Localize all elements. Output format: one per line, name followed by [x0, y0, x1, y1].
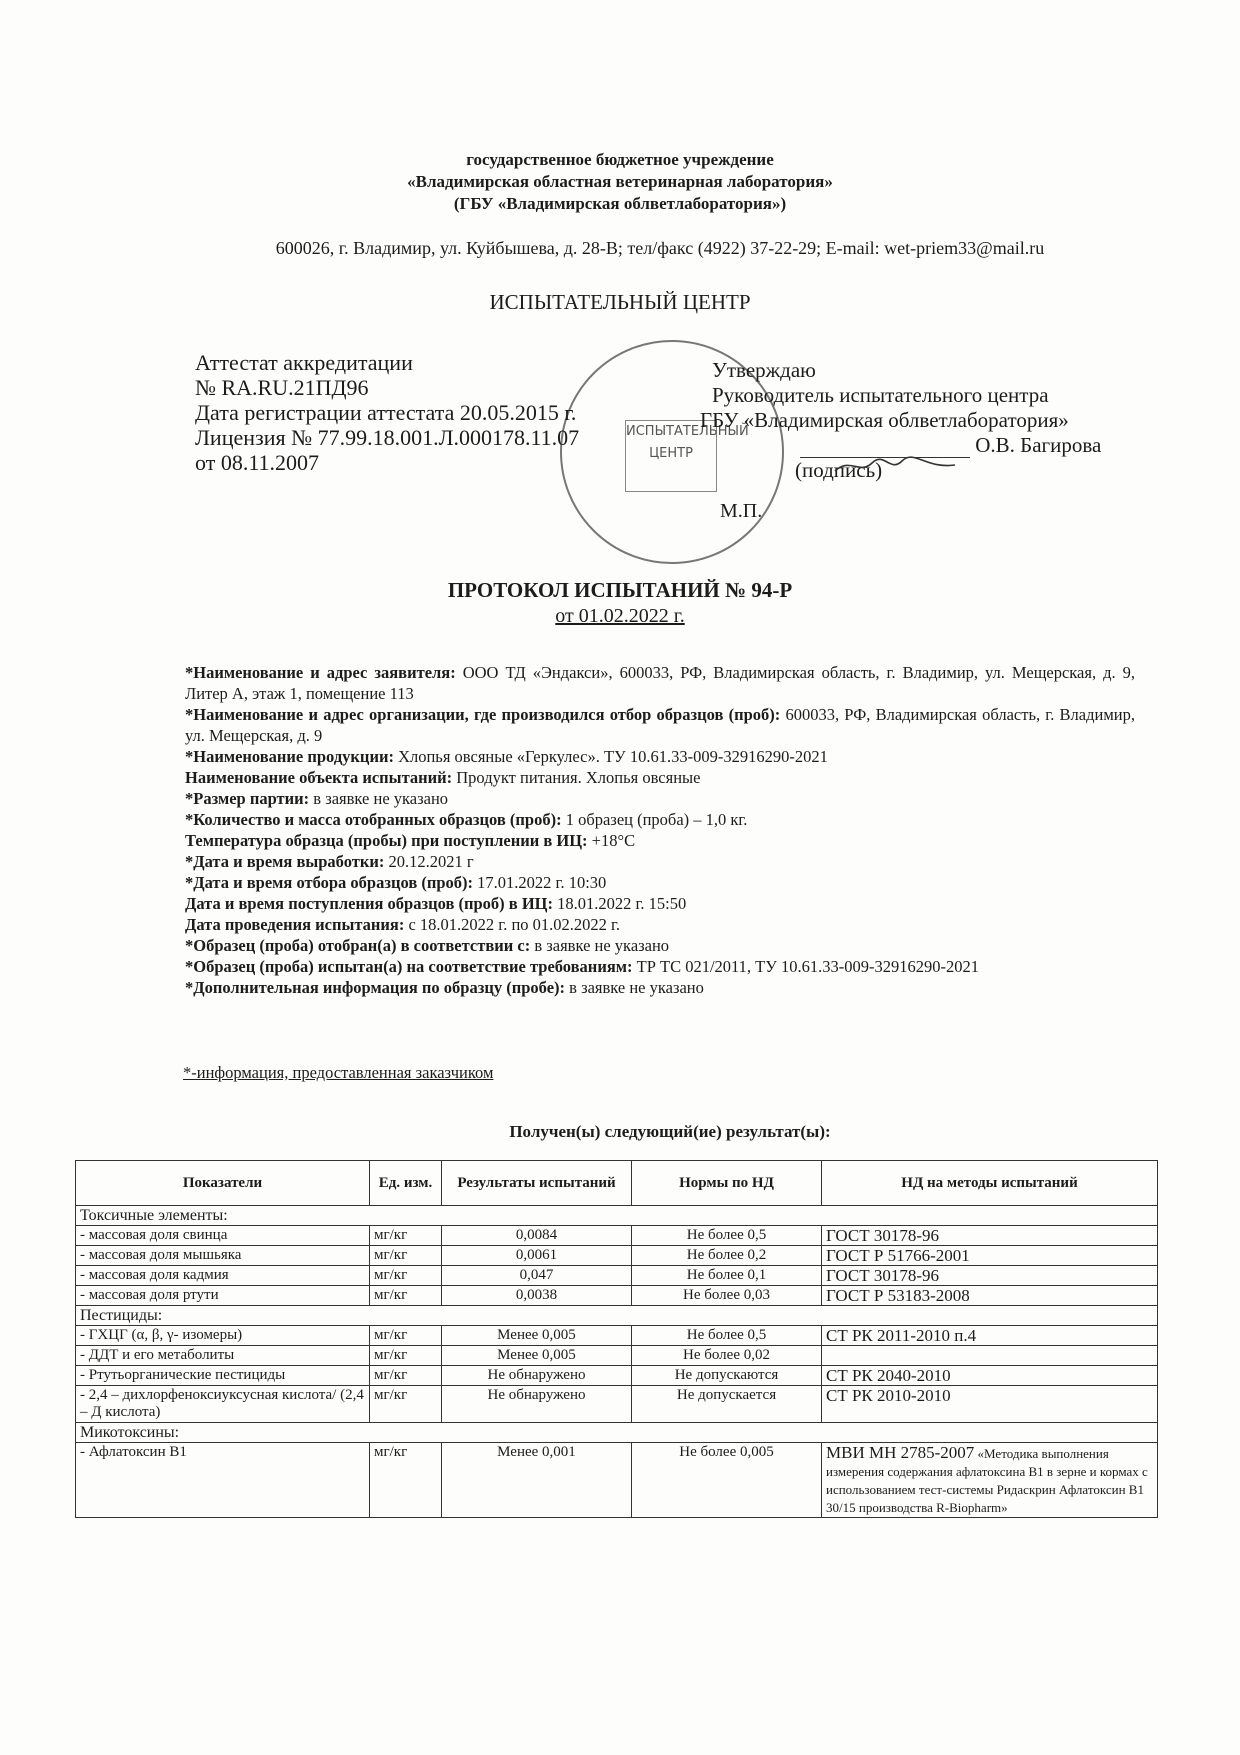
info-value: 1 образец (проба) – 1,0 кг.: [561, 810, 748, 829]
info-line: [185, 872, 1135, 893]
protocol-title: ПРОТОКОЛ ИСПЫТАНИЙ № 94-Р: [447, 578, 793, 602]
cell-indicator-text: - массовая доля мышьяка: [80, 1247, 242, 1263]
table-row: [76, 1443, 1158, 1518]
cell-result: [442, 1226, 632, 1246]
info-label: Наименование объекта испытаний:: [185, 768, 453, 787]
info-value: в заявке не указано: [565, 978, 704, 997]
info-value: ТР ТС 021/2011, ТУ 10.61.33-009-32916290-2021: [632, 957, 980, 976]
cell-unit-text: мг/кг: [374, 1227, 408, 1243]
section-title: Токсичные элементы:: [76, 1206, 1158, 1226]
org-name: «Владимирская областная ветеринарная лаборатория»: [407, 172, 833, 191]
cell-unit: [370, 1246, 442, 1266]
stamp-center-text: ИСПЫТАТЕЛЬНЫЙ ЦЕНТР: [625, 420, 717, 492]
info-line: [185, 746, 1135, 767]
info-line: [185, 704, 1135, 746]
cell-norm-text: Не более 0,02: [683, 1347, 770, 1363]
cell-indicator: [76, 1326, 370, 1346]
cell-unit-text: мг/кг: [374, 1347, 408, 1363]
cell-unit-text: мг/кг: [374, 1247, 408, 1263]
info-value: 18.01.2022 г. 15:50: [553, 894, 687, 913]
info-value: в заявке не указано: [530, 936, 670, 955]
cell-indicator-text: - 2,4 – дихлорфеноксиуксусная кислота/ (2,4 – Д кислота): [80, 1387, 364, 1420]
table-row: [76, 1286, 1158, 1306]
cell-norm: [632, 1286, 822, 1306]
cell-indicator-text: - массовая доля свинца: [80, 1227, 228, 1243]
cell-method-text: СТ РК 2011-2010 п.4: [826, 1326, 977, 1345]
section-row: [76, 1423, 1158, 1443]
table-row: [76, 1246, 1158, 1266]
cell-norm-text: Не более 0,5: [686, 1327, 767, 1343]
info-line: [185, 893, 1135, 914]
cell-norm: [632, 1386, 822, 1423]
stamp-place-label: М.П.: [720, 500, 763, 522]
cell-unit: [370, 1443, 442, 1518]
cell-unit-text: мг/кг: [374, 1367, 408, 1383]
header-indicator: Показатели: [76, 1161, 370, 1206]
cell-method-text: СТ РК 2040-2010: [826, 1366, 951, 1385]
header-method: НД на методы испытаний: [822, 1161, 1158, 1206]
info-line: [185, 956, 1135, 977]
org-short-name: (ГБУ «Владимирская облветлаборатория»): [453, 194, 787, 213]
cell-unit: [370, 1386, 442, 1423]
approval-org: ГБУ «Владимирская облветлаборатория»: [700, 408, 1069, 432]
approval-position: Руководитель испытательного центра: [712, 383, 1049, 407]
info-value: Хлопья овсяные «Геркулес». ТУ 10.61.33-009-32916290-2021: [393, 747, 828, 766]
table-row: [76, 1346, 1158, 1366]
cell-result: [442, 1386, 632, 1423]
info-value: Продукт питания. Хлопья овсяные: [452, 768, 701, 787]
info-line: [185, 788, 1135, 809]
info-value: с 18.01.2022 г. по 01.02.2022 г.: [404, 915, 621, 934]
info-line: [185, 767, 1135, 788]
info-value: +18°С: [587, 831, 636, 850]
cell-result: [442, 1346, 632, 1366]
info-label: Дата и время поступления образцов (проб) в ИЦ:: [185, 894, 553, 913]
cell-result-text: Не обнаружено: [487, 1387, 586, 1403]
signer-name: О.В. Багирова: [975, 433, 1102, 457]
cell-result-text: 0,0084: [515, 1227, 558, 1243]
section-row: [76, 1206, 1158, 1226]
section-title: Пестициды:: [76, 1306, 1158, 1326]
cell-method-text: СТ РК 2010-2010: [826, 1386, 951, 1405]
cell-norm: [632, 1246, 822, 1266]
cell-indicator: [76, 1346, 370, 1366]
info-value: 20.12.2021 г: [384, 852, 474, 871]
signature-label: (подпись): [795, 458, 883, 482]
accreditation-date: Дата регистрации аттестата 20.05.2015 г.: [195, 400, 577, 425]
cell-indicator-text: - ДДТ и его метаболиты: [80, 1347, 235, 1363]
cell-indicator-text: - массовая доля ртути: [80, 1287, 219, 1303]
table-row: [76, 1226, 1158, 1246]
info-label: Температура образца (пробы) при поступлении в ИЦ:: [185, 831, 588, 850]
info-line: [185, 662, 1135, 704]
license-number: Лицензия № 77.99.18.001.Л.000178.11.07: [195, 425, 580, 450]
info-line: [185, 830, 1135, 851]
results-caption: Получен(ы) следующий(ие) результат(ы):: [509, 1122, 831, 1141]
cell-indicator: [76, 1246, 370, 1266]
cell-method: [822, 1443, 1158, 1518]
cell-method: [822, 1286, 1158, 1306]
cell-result-text: 0,0038: [515, 1287, 558, 1303]
cell-unit: [370, 1226, 442, 1246]
accreditation-number: № RA.RU.21ПД96: [195, 375, 369, 400]
table-row: [76, 1366, 1158, 1386]
cell-result-text: Менее 0,001: [497, 1444, 576, 1460]
info-line: [185, 851, 1135, 872]
cell-method: [822, 1326, 1158, 1346]
cell-unit-text: мг/кг: [374, 1387, 408, 1403]
section-row: [76, 1306, 1158, 1326]
cell-result: [442, 1246, 632, 1266]
cell-method-text: ГОСТ 30178-96: [826, 1226, 940, 1245]
cell-method: [822, 1346, 1158, 1366]
cell-method-text: ГОСТ 30178-96: [826, 1266, 940, 1285]
table-row: [76, 1326, 1158, 1346]
cell-indicator-text: - Афлатоксин В1: [80, 1444, 187, 1460]
cell-norm: [632, 1346, 822, 1366]
cell-norm: [632, 1366, 822, 1386]
info-label: *Наименование и адрес заявителя:: [185, 663, 456, 682]
cell-result: [442, 1266, 632, 1286]
info-label: *Наименование продукции:: [185, 747, 394, 766]
cell-unit-text: мг/кг: [374, 1327, 408, 1343]
cell-unit: [370, 1366, 442, 1386]
cell-result-text: 0,0061: [515, 1247, 558, 1263]
cell-unit-text: мг/кг: [374, 1267, 408, 1283]
testing-center-title: ИСПЫТАТЕЛЬНЫЙ ЦЕНТР: [489, 290, 751, 314]
cell-norm-text: Не более 0,2: [686, 1247, 767, 1263]
cell-result-text: Не обнаружено: [487, 1367, 586, 1383]
table-row: [76, 1386, 1158, 1423]
cell-norm: [632, 1326, 822, 1346]
info-value: в заявке не указано: [309, 789, 449, 808]
cell-method: [822, 1266, 1158, 1286]
cell-indicator-text: - массовая доля кадмия: [80, 1267, 229, 1283]
cell-unit-text: мг/кг: [374, 1444, 408, 1460]
cell-indicator-text: - ГХЦГ (α, β, γ- изомеры): [80, 1327, 243, 1343]
handwritten-signature: [830, 455, 960, 477]
cell-norm-text: Не допускается: [676, 1387, 777, 1403]
license-date: от 08.11.2007: [195, 450, 320, 475]
cell-unit: [370, 1346, 442, 1366]
info-label: *Количество и масса отобранных образцов (проб):: [185, 810, 562, 829]
org-address: 600026, г. Владимир, ул. Куйбышева, д. 28-В; тел/факс (4922) 37-22-29; E-mail: wet-priem33@mail.ru: [275, 238, 1045, 258]
cell-indicator: [76, 1266, 370, 1286]
approval-word: Утверждаю: [712, 358, 816, 382]
cell-method-text: ГОСТ Р 53183-2008: [826, 1286, 970, 1305]
info-label: *Образец (проба) отобран(а) в соответствии с:: [185, 936, 531, 955]
protocol-date: от 01.02.2022 г.: [555, 605, 685, 627]
cell-result: [442, 1326, 632, 1346]
info-label: *Дата и время выработки:: [185, 852, 385, 871]
cell-norm: [632, 1266, 822, 1286]
cell-method: [822, 1366, 1158, 1386]
cell-method: [822, 1386, 1158, 1423]
header-norm: Нормы по НД: [632, 1161, 822, 1206]
cell-norm-text: Не более 0,5: [686, 1227, 767, 1243]
info-line: [185, 935, 1135, 956]
header-result: Результаты испытаний: [442, 1161, 632, 1206]
org-type: государственное бюджетное учреждение: [466, 150, 774, 169]
cell-indicator: [76, 1443, 370, 1518]
cell-norm: [632, 1226, 822, 1246]
info-label: *Дополнительная информация по образцу (пробе):: [185, 978, 566, 997]
cell-method-text: МВИ МН 2785-2007: [826, 1443, 975, 1462]
cell-method-text: ГОСТ Р 51766-2001: [826, 1246, 970, 1265]
info-label: *Наименование и адрес организации, где производился отбор образцов (проб):: [185, 705, 781, 724]
cell-result: [442, 1443, 632, 1518]
accreditation-line-1: Аттестат аккредитации: [195, 350, 413, 375]
cell-result-text: 0,047: [519, 1267, 554, 1283]
info-value: ООО ТД «Эндакси», 600033, РФ, Владимирская область, г. Владимир, ул. Мещерская, д. 9, Литер А, этаж 1, помещение 113: [185, 663, 1135, 703]
info-label: Дата проведения испытания:: [185, 915, 405, 934]
cell-unit: [370, 1266, 442, 1286]
info-label: *Размер партии:: [185, 789, 310, 808]
cell-indicator: [76, 1286, 370, 1306]
cell-result: [442, 1366, 632, 1386]
info-line: [185, 809, 1135, 830]
info-value: 600033, РФ, Владимирская область, г. Владимир, ул. Мещерская, д. 9: [185, 705, 1135, 745]
cell-indicator-text: - Ртутьорганические пестициды: [80, 1367, 286, 1383]
cell-unit-text: мг/кг: [374, 1287, 408, 1303]
cell-norm-text: Не допускаются: [674, 1367, 779, 1383]
cell-indicator: [76, 1366, 370, 1386]
cell-indicator: [76, 1386, 370, 1423]
cell-norm-text: Не более 0,005: [679, 1444, 774, 1460]
cell-result-text: Менее 0,005: [497, 1347, 576, 1363]
info-value: 17.01.2022 г. 10:30: [473, 873, 607, 892]
sample-info-block: [185, 662, 1135, 998]
cell-result: [442, 1286, 632, 1306]
cell-method: [822, 1226, 1158, 1246]
cell-norm: [632, 1443, 822, 1518]
results-table: [75, 1160, 1158, 1518]
cell-unit: [370, 1286, 442, 1306]
header-unit: Ед. изм.: [370, 1161, 442, 1206]
cell-result-text: Менее 0,005: [497, 1327, 576, 1343]
cell-norm-text: Не более 0,1: [686, 1267, 767, 1283]
table-row: [76, 1266, 1158, 1286]
customer-info-footnote: *-информация, предоставленная заказчиком: [183, 1063, 494, 1082]
cell-method: [822, 1246, 1158, 1266]
info-label: *Образец (проба) испытан(а) на соответствие требованиям:: [185, 957, 633, 976]
protocol-date-wrap: [0, 605, 1240, 628]
table-header-row: [76, 1161, 1158, 1206]
info-label: *Дата и время отбора образцов (проб):: [185, 873, 474, 892]
cell-norm-text: Не более 0,03: [683, 1287, 770, 1303]
section-title: Микотоксины:: [76, 1423, 1158, 1443]
accreditation-block: [195, 350, 579, 475]
cell-indicator: [76, 1226, 370, 1246]
info-line: [185, 977, 1135, 998]
info-line: [185, 914, 1135, 935]
method-note: «Методика выполнения измерения содержания афлатоксина В1 в зерне и кормах с использованием тест-системы Ридаскрин Афлатоксин В1 30/15 производства R-Biopharm»: [826, 1446, 1148, 1515]
cell-unit: [370, 1326, 442, 1346]
